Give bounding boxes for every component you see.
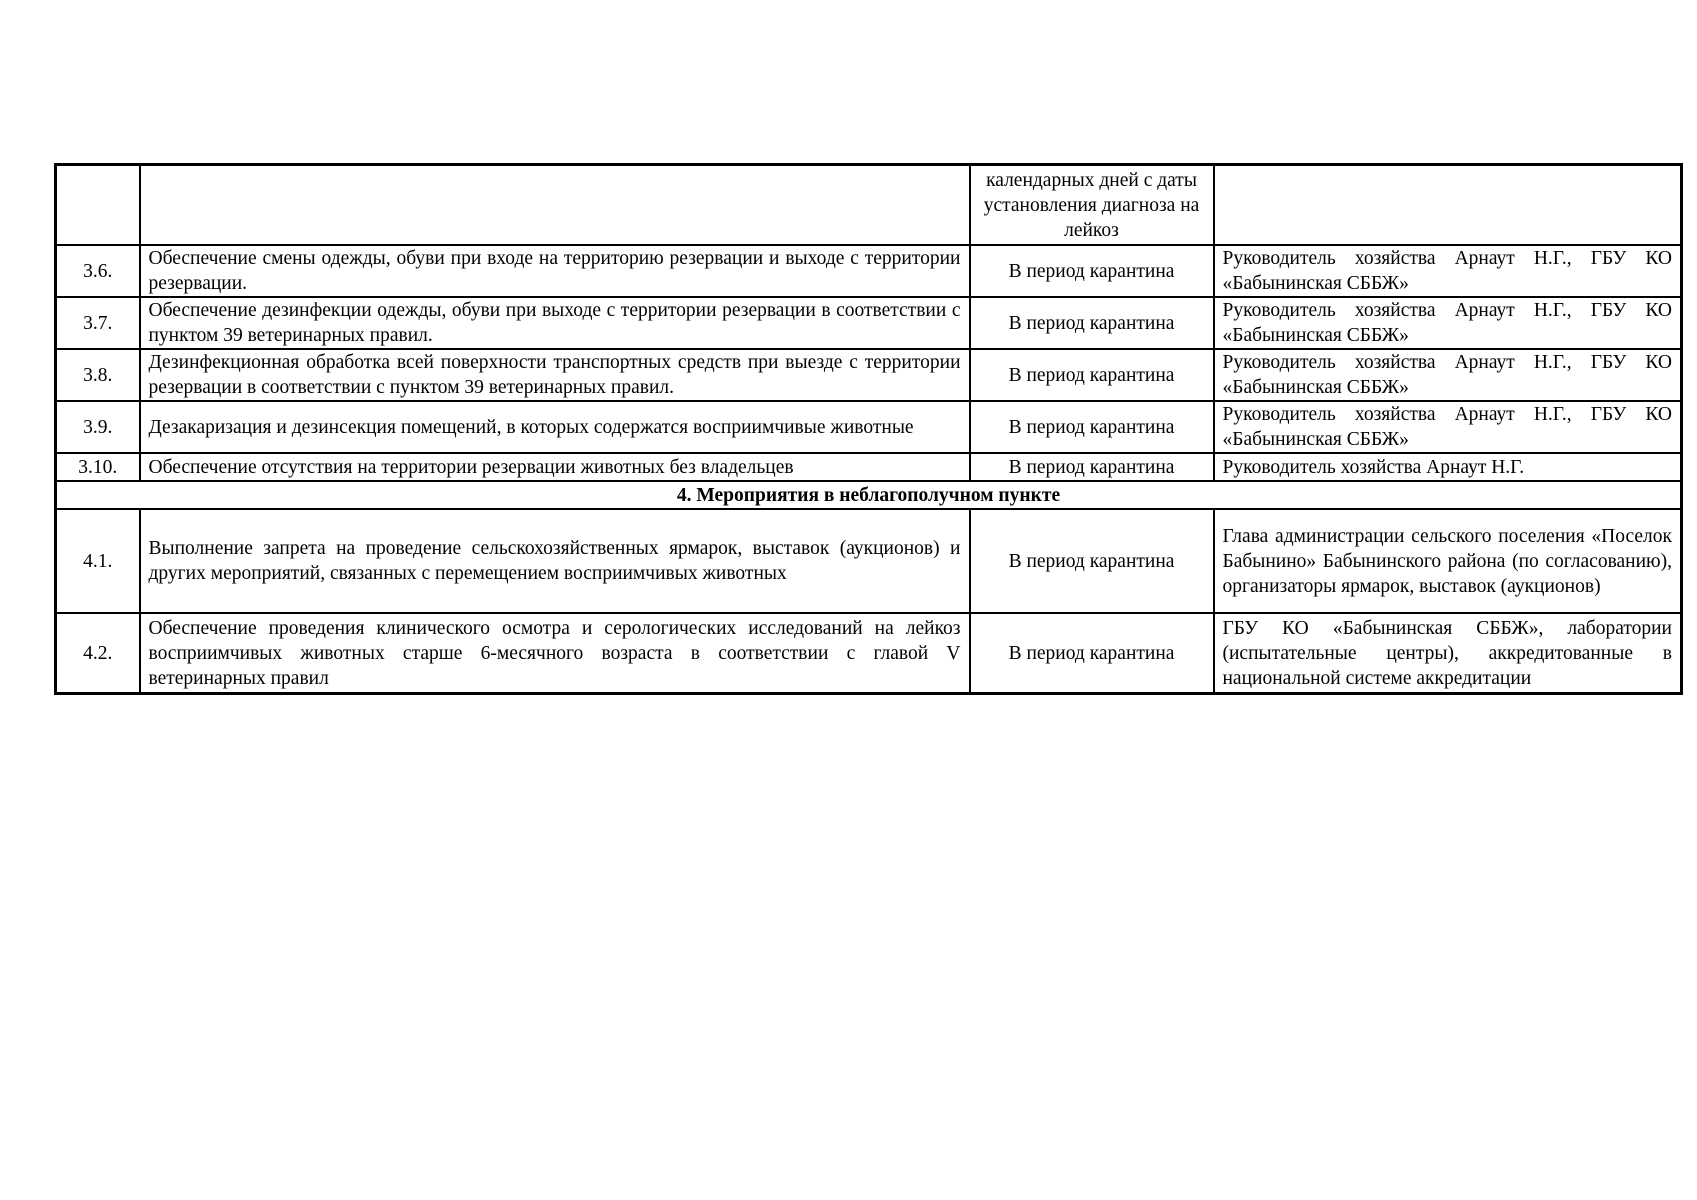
- row-period: В период карантина: [970, 453, 1214, 481]
- row-period: В период карантина: [970, 349, 1214, 401]
- row-responsible: ГБУ КО «Бабынинская СББЖ», лаборатории (испытательные центры), аккредитованные в национальной системе аккредитации: [1214, 613, 1682, 694]
- table-row-continuation: [56, 165, 1682, 246]
- section-heading: 4. Мероприятия в неблагополучном пункте: [56, 481, 1682, 509]
- row-description: Обеспечение дезинфекции одежды, обуви при выходе с территории резервации в соответствии с пунктом 39 ветеринарных правил.: [140, 297, 970, 349]
- table-row: [56, 453, 1682, 481]
- row-description: Дезинфекционная обработка всей поверхности транспортных средств при выезде с территории резервации в соответствии с пунктом 39 ветеринарных правил.: [140, 349, 970, 401]
- section-heading-row: [56, 481, 1682, 509]
- row-description: Обеспечение отсутствия на территории резервации животных без владельцев: [140, 453, 970, 481]
- row-description-cell: [140, 165, 970, 246]
- row-responsible-cell: [1214, 165, 1682, 246]
- row-number: 4.2.: [56, 613, 140, 694]
- row-period: В период карантина: [970, 613, 1214, 694]
- row-period: В период карантина: [970, 509, 1214, 613]
- row-responsible: Руководитель хозяйства Арнаут Н.Г., ГБУ КО «Бабынинская СББЖ»: [1214, 349, 1682, 401]
- row-number: 3.8.: [56, 349, 140, 401]
- row-responsible: Руководитель хозяйства Арнаут Н.Г.: [1214, 453, 1682, 481]
- row-period-cell: календарных дней с даты установления диагноза на лейкоз: [970, 165, 1214, 246]
- table-row: [56, 613, 1682, 694]
- row-number: 3.6.: [56, 245, 140, 297]
- table-row: [56, 245, 1682, 297]
- row-description: Обеспечение проведения клинического осмотра и серологических исследований на лейкоз восприимчивых животных старше 6-месячного возраста в соответствии с главой V ветеринарных правил: [140, 613, 970, 694]
- row-responsible: Глава администрации сельского поселения «Поселок Бабынино» Бабынинского района (по согласованию), организаторы ярмарок, выставок (аукционов): [1214, 509, 1682, 613]
- table-row: [56, 509, 1682, 613]
- row-description: Обеспечение смены одежды, обуви при входе на территорию резервации и выходе с территории резервации.: [140, 245, 970, 297]
- row-responsible: Руководитель хозяйства Арнаут Н.Г., ГБУ КО «Бабынинская СББЖ»: [1214, 297, 1682, 349]
- row-description: Дезакаризация и дезинсекция помещений, в которых содержатся восприимчивые животные: [140, 401, 970, 453]
- measures-table: [54, 163, 1683, 695]
- row-number: 3.10.: [56, 453, 140, 481]
- table-row: [56, 349, 1682, 401]
- row-period: В период карантина: [970, 297, 1214, 349]
- row-number: 3.9.: [56, 401, 140, 453]
- row-responsible: Руководитель хозяйства Арнаут Н.Г., ГБУ КО «Бабынинская СББЖ»: [1214, 245, 1682, 297]
- row-description: Выполнение запрета на проведение сельскохозяйственных ярмарок, выставок (аукционов) и других мероприятий, связанных с перемещением восприимчивых животных: [140, 509, 970, 613]
- table-row: [56, 297, 1682, 349]
- row-number: 3.7.: [56, 297, 140, 349]
- row-number: 4.1.: [56, 509, 140, 613]
- row-number-cell: [56, 165, 140, 246]
- row-responsible: Руководитель хозяйства Арнаут Н.Г., ГБУ КО «Бабынинская СББЖ»: [1214, 401, 1682, 453]
- row-period: В период карантина: [970, 245, 1214, 297]
- table-row: [56, 401, 1682, 453]
- row-period: В период карантина: [970, 401, 1214, 453]
